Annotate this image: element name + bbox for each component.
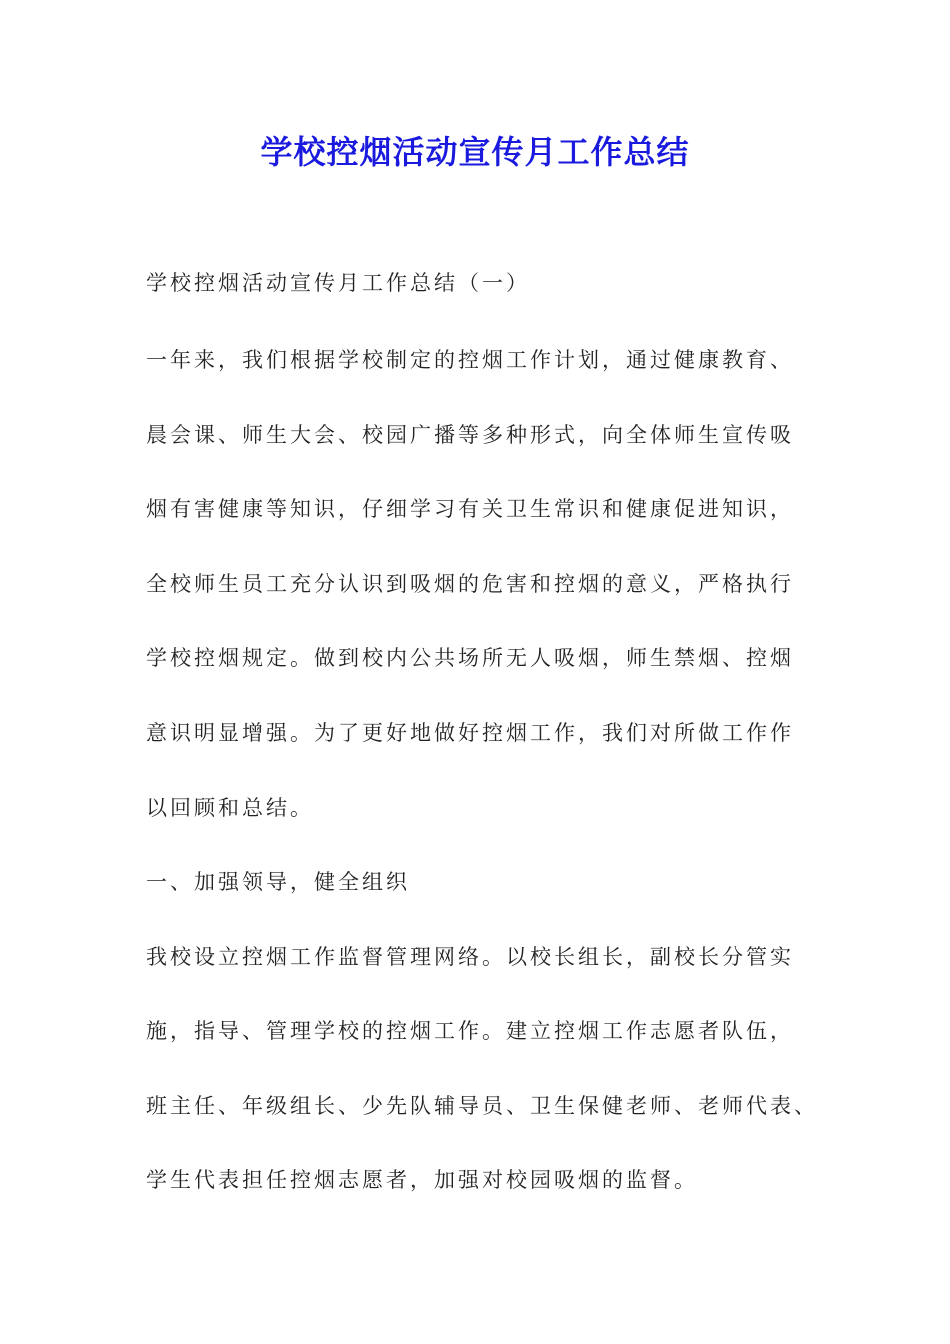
document-title: 学校控烟活动宣传月工作总结 [260, 133, 690, 171]
paragraph-line: 意识明显增强。为了更好地做好控烟工作，我们对所做工作作 [146, 721, 794, 745]
paragraph-line: 以回顾和总结。 [146, 796, 314, 820]
paragraph-line: 学校控烟规定。做到校内公共场所无人吸烟，师生禁烟、控烟 [146, 646, 794, 670]
paragraph-line: 烟有害健康等知识，仔细学习有关卫生常识和健康促进知识， [146, 497, 794, 521]
paragraph-line: 晨会课、师生大会、校园广播等多种形式，向全体师生宣传吸 [146, 423, 794, 447]
section-heading: 学校控烟活动宣传月工作总结（一） [146, 271, 530, 295]
paragraph-line: 班主任、年级组长、少先队辅导员、卫生保健老师、老师代表、 [146, 1094, 818, 1118]
paragraph-line: 我校设立控烟工作监督管理网络。以校长组长，副校长分管实 [146, 945, 794, 969]
paragraph-line: 全校师生员工充分认识到吸烟的危害和控烟的意义，严格执行 [146, 572, 794, 596]
paragraph-line: 学生代表担任控烟志愿者，加强对校园吸烟的监督。 [146, 1168, 698, 1192]
section-heading: 一、加强领导，健全组织 [146, 870, 410, 894]
paragraph-line: 施，指导、管理学校的控烟工作。建立控烟工作志愿者队伍， [146, 1019, 794, 1043]
paragraph-line: 一年来，我们根据学校制定的控烟工作计划，通过健康教育、 [146, 348, 794, 372]
